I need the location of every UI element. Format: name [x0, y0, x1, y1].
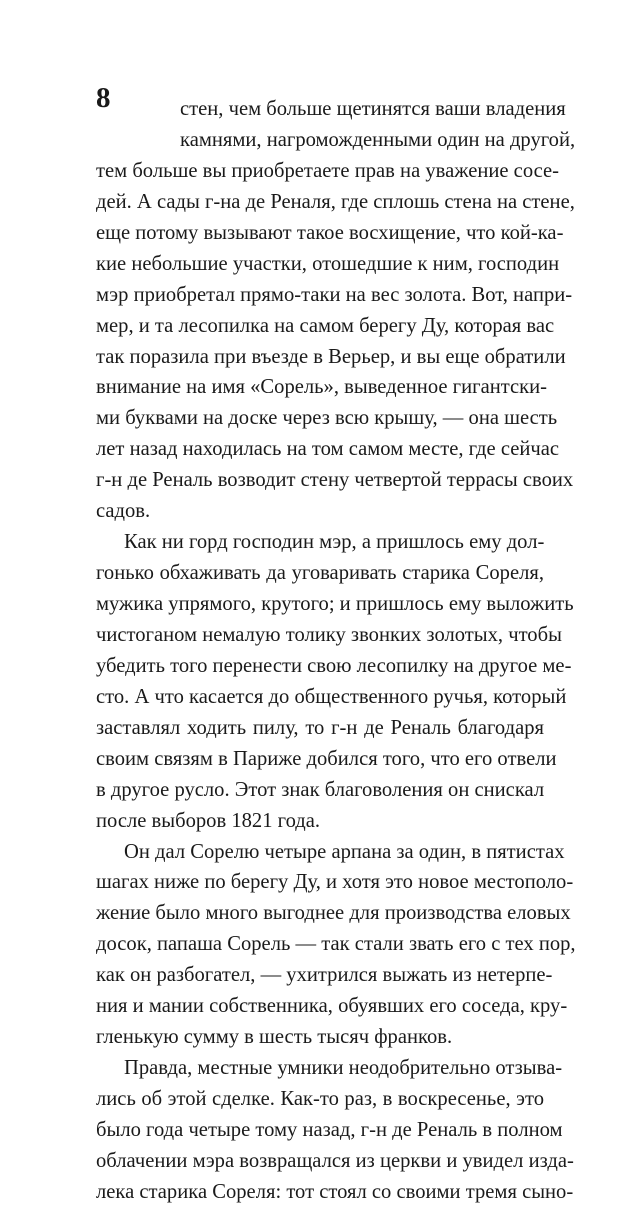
- text-line: гонько обхаживать да уговаривать старика Сореля,: [96, 562, 544, 585]
- body-text: [96, 94, 576, 1208]
- page-number: 8: [96, 82, 111, 114]
- text-line: досок, папаша Сорель — так стали звать его с тех пор,: [96, 933, 576, 956]
- text-line: чистоганом немалую толику звонких золотых, чтобы: [96, 623, 562, 646]
- text-line: мэр приобретал прямо-таки на вес золота. Вот, напри-: [96, 283, 573, 306]
- text-line: Правда, местные умники неодобрительно отзыва-: [124, 1057, 563, 1080]
- text-line: как он разбогател, — ухитрился выжать из нетерпе-: [96, 964, 553, 987]
- text-line: садов.: [96, 500, 151, 523]
- text-line: облачении мэра возвращался из церкви и увидел изда-: [96, 1149, 574, 1172]
- text-line: лись об этой сделке. Как-то раз, в воскресенье, это: [96, 1088, 544, 1110]
- text-line: ми буквами на доске через всю крышу, — она шесть: [96, 407, 558, 430]
- text-line: жение было много выгоднее для производства еловых: [96, 902, 571, 925]
- text-line: стен, чем больше щетинятся ваши владения: [180, 98, 566, 120]
- text-line: заставлял ходить пилу, то г-н де Реналь благодаря: [96, 716, 544, 739]
- text-line: еще потому вызывают такое восхищение, что кой-ка-: [96, 221, 564, 244]
- text-line: убедить того перенести свою лесопилку на другое ме-: [96, 654, 572, 677]
- text-line: камнями, нагроможденными один на другой,: [180, 128, 576, 151]
- text-line: мер, и та лесопилка на самом берегу Ду, которая вас: [96, 314, 555, 337]
- text-line: гленькую сумму в шесть тысяч франков.: [96, 1026, 453, 1049]
- text-line: Он дал Сорелю четыре арпана за один, в пятистах: [124, 840, 565, 863]
- text-line: Как ни горд господин мэр, а пришлось ему дол-: [124, 531, 545, 554]
- text-line: после выборов 1821 года.: [96, 809, 321, 832]
- text-line: г-н де Реналь возводит стену четвертой террасы своих: [96, 469, 574, 492]
- text-line: шагах ниже по берегу Ду, и хотя это новое местополо-: [96, 871, 574, 894]
- text-line: ния и мании собственника, обуявших его соседа, кру-: [96, 995, 568, 1018]
- text-line: дей. А сады г-на де Реналя, где сплошь стена на стене,: [96, 190, 575, 213]
- text-line: мужика упрямого, крутого; и пришлось ему выложить: [96, 593, 574, 615]
- text-line: внимание на имя «Сорель», выведенное гигантски-: [96, 376, 548, 399]
- text-line: лет назад находилась на том самом месте, где сейчас: [96, 438, 560, 461]
- text-line: так поразила при въезде в Верьер, и вы еще обратили: [96, 345, 566, 368]
- text-line: лека старика Сореля: тот стоял со своими тремя сыно-: [96, 1180, 574, 1203]
- text-line: кие небольшие участки, отошедшие к ним, господин: [96, 252, 560, 275]
- text-line: своим связям в Париже добился того, что его отвели: [96, 747, 557, 770]
- text-line: тем больше вы приобретаете прав на уважение сосе-: [96, 159, 560, 182]
- text-line: в другое русло. Этот знак благоволения он снискал: [96, 778, 545, 801]
- text-line: сто. А что касается до общественного ручья, который: [96, 685, 567, 708]
- text-line: было года четыре тому назад, г-н де Реналь в полном: [96, 1118, 563, 1141]
